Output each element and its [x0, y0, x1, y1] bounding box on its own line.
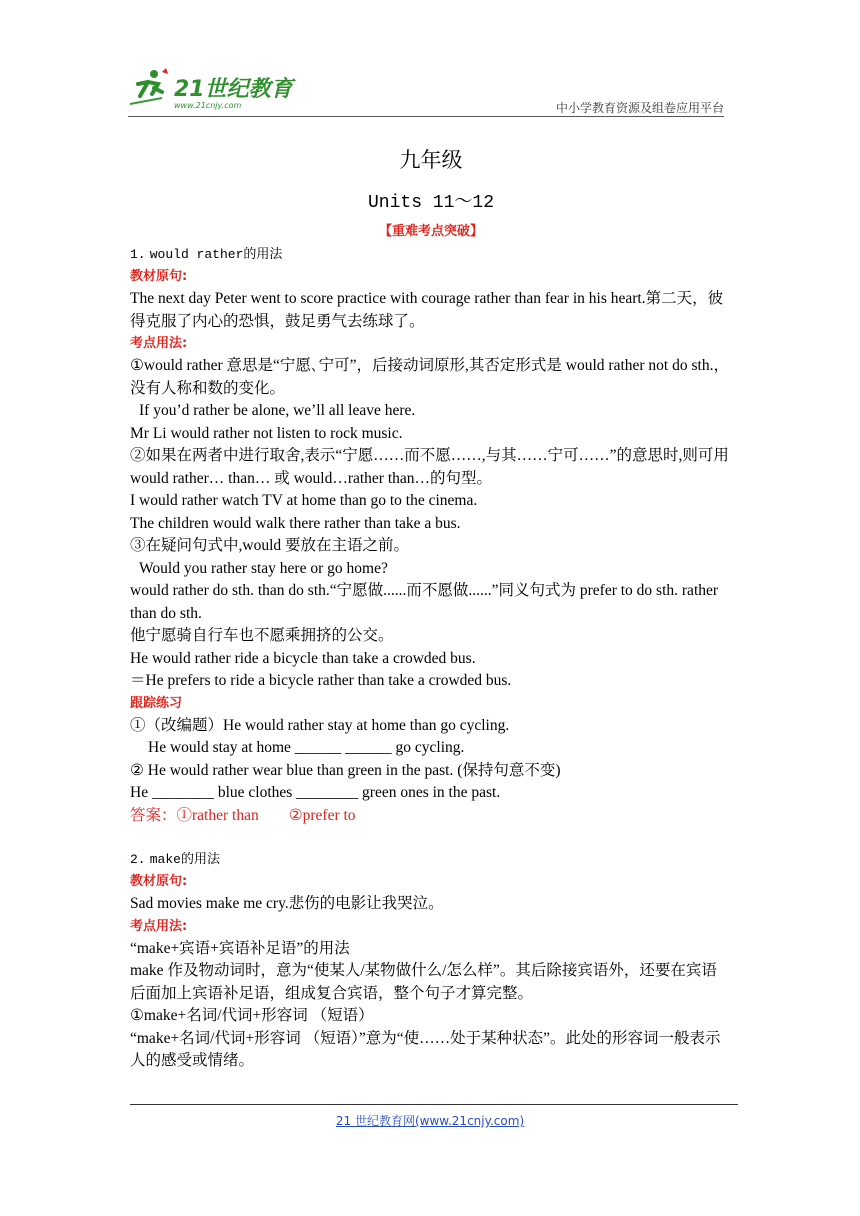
- section-2-heading: 2. make的用法: [130, 852, 220, 867]
- paragraph: ②如果在两者中进行取舍,表示“宁愿……而不愿……,与其……宁可……”的意思时,则可用 would rather… than… 或 would…rather than…的句型。: [130, 447, 729, 487]
- header-divider: [128, 116, 724, 117]
- page-subtitle: Units 11～12: [367, 193, 495, 213]
- paragraph: ①would rather 意思是“宁愿､宁可”，后接动词原形,其否定形式是 would rather not do sth.，没有人称和数的变化。: [130, 357, 729, 397]
- paragraph: ①make+名词/代词+形容词 （短语）: [130, 1007, 374, 1024]
- textbook-sentence-label: 教材原句:: [130, 874, 188, 889]
- paragraph: “make+宾语+宾语补足语”的用法: [130, 939, 350, 957]
- usage-label: 考点用法:: [130, 918, 188, 934]
- paragraph: Sad movies make me cry.悲伤的电影让我哭泣。: [130, 895, 444, 912]
- paragraph: “make+名词/代词+形容词 （短语）”意为“使……处于某种状态”。此处的形容词一般表示人的感受或情绪。: [130, 1029, 721, 1069]
- svg-text:21世纪教育: 21世纪教育: [174, 77, 293, 102]
- section-1-heading: 1. would rather的用法: [130, 247, 283, 262]
- page-header: [128, 66, 724, 118]
- usage-label: 考点用法:: [130, 336, 188, 351]
- paragraph: make 作及物动词时，意为“使某人/某物做什么/怎么样”。其后除接宾语外，还要在宾语后面加上宾语补足语，组成复合宾语，整个句子才算完整。: [130, 962, 717, 1002]
- example-sentence: I would rather watch TV at home than go to the cinema.: [130, 492, 478, 509]
- paragraph: would rather do sth. than do sth.“宁愿做......而不愿做......”同义句式为 prefer to do sth. rather than do sth.: [130, 582, 719, 622]
- exercise-question: ② He would rather wear blue than green in the past. (保持句意不变): [130, 761, 561, 779]
- example-sentence: 他宁愿骑自行车也不愿乘拥挤的公交。: [130, 627, 394, 644]
- platform-tagline: 中小学教育资源及组卷应用平台: [555, 101, 724, 115]
- example-sentence: Mr Li would rather not listen to rock music.: [130, 424, 403, 442]
- example-sentence: He would rather ride a bicycle than take a crowded bus.: [130, 649, 476, 667]
- example-sentence: ＝He prefers to ride a bicycle rather than take a crowded bus.: [130, 672, 512, 689]
- page-title: 九年级: [399, 148, 463, 172]
- 21cnjy-logo: [128, 66, 298, 112]
- textbook-sentence-label: 教材原句:: [130, 269, 188, 284]
- footer-link[interactable]: 21 世纪教育网(www.21cnjy.com): [335, 1114, 525, 1128]
- page-footer: [0, 1112, 860, 1129]
- document-body: [130, 148, 732, 1073]
- paragraph: ③在疑问句式中,would 要放在主语之前。: [130, 537, 410, 554]
- exercise-blank: He would stay at home ______ ______ go cycling.: [148, 739, 465, 756]
- example-sentence: The children would walk there rather than take a bus.: [130, 514, 461, 532]
- answer-line: 答案：①rather than ②prefer to: [130, 806, 356, 824]
- exercise-question: ①（改编题）He would rather stay at home than go cycling.: [130, 716, 510, 734]
- svg-text:www.21cnjy.com: www.21cnjy.com: [174, 101, 242, 110]
- example-sentence: If you’d rather be alone, we’ll all leave here.: [139, 402, 416, 419]
- footer-divider: [130, 1104, 738, 1105]
- paragraph: The next day Peter went to score practice with courage rather than fear in his heart.第二天，彼得克服了内心的恐惧，鼓足勇气去练球了。: [130, 290, 724, 330]
- exercise-blank: He ________ blue clothes ________ green ones in the past.: [130, 784, 501, 801]
- example-sentence: Would you rather stay here or go home?: [139, 559, 388, 577]
- practice-label: 跟踪练习: [130, 695, 183, 711]
- section-banner: 【重难考点突破】: [378, 224, 483, 239]
